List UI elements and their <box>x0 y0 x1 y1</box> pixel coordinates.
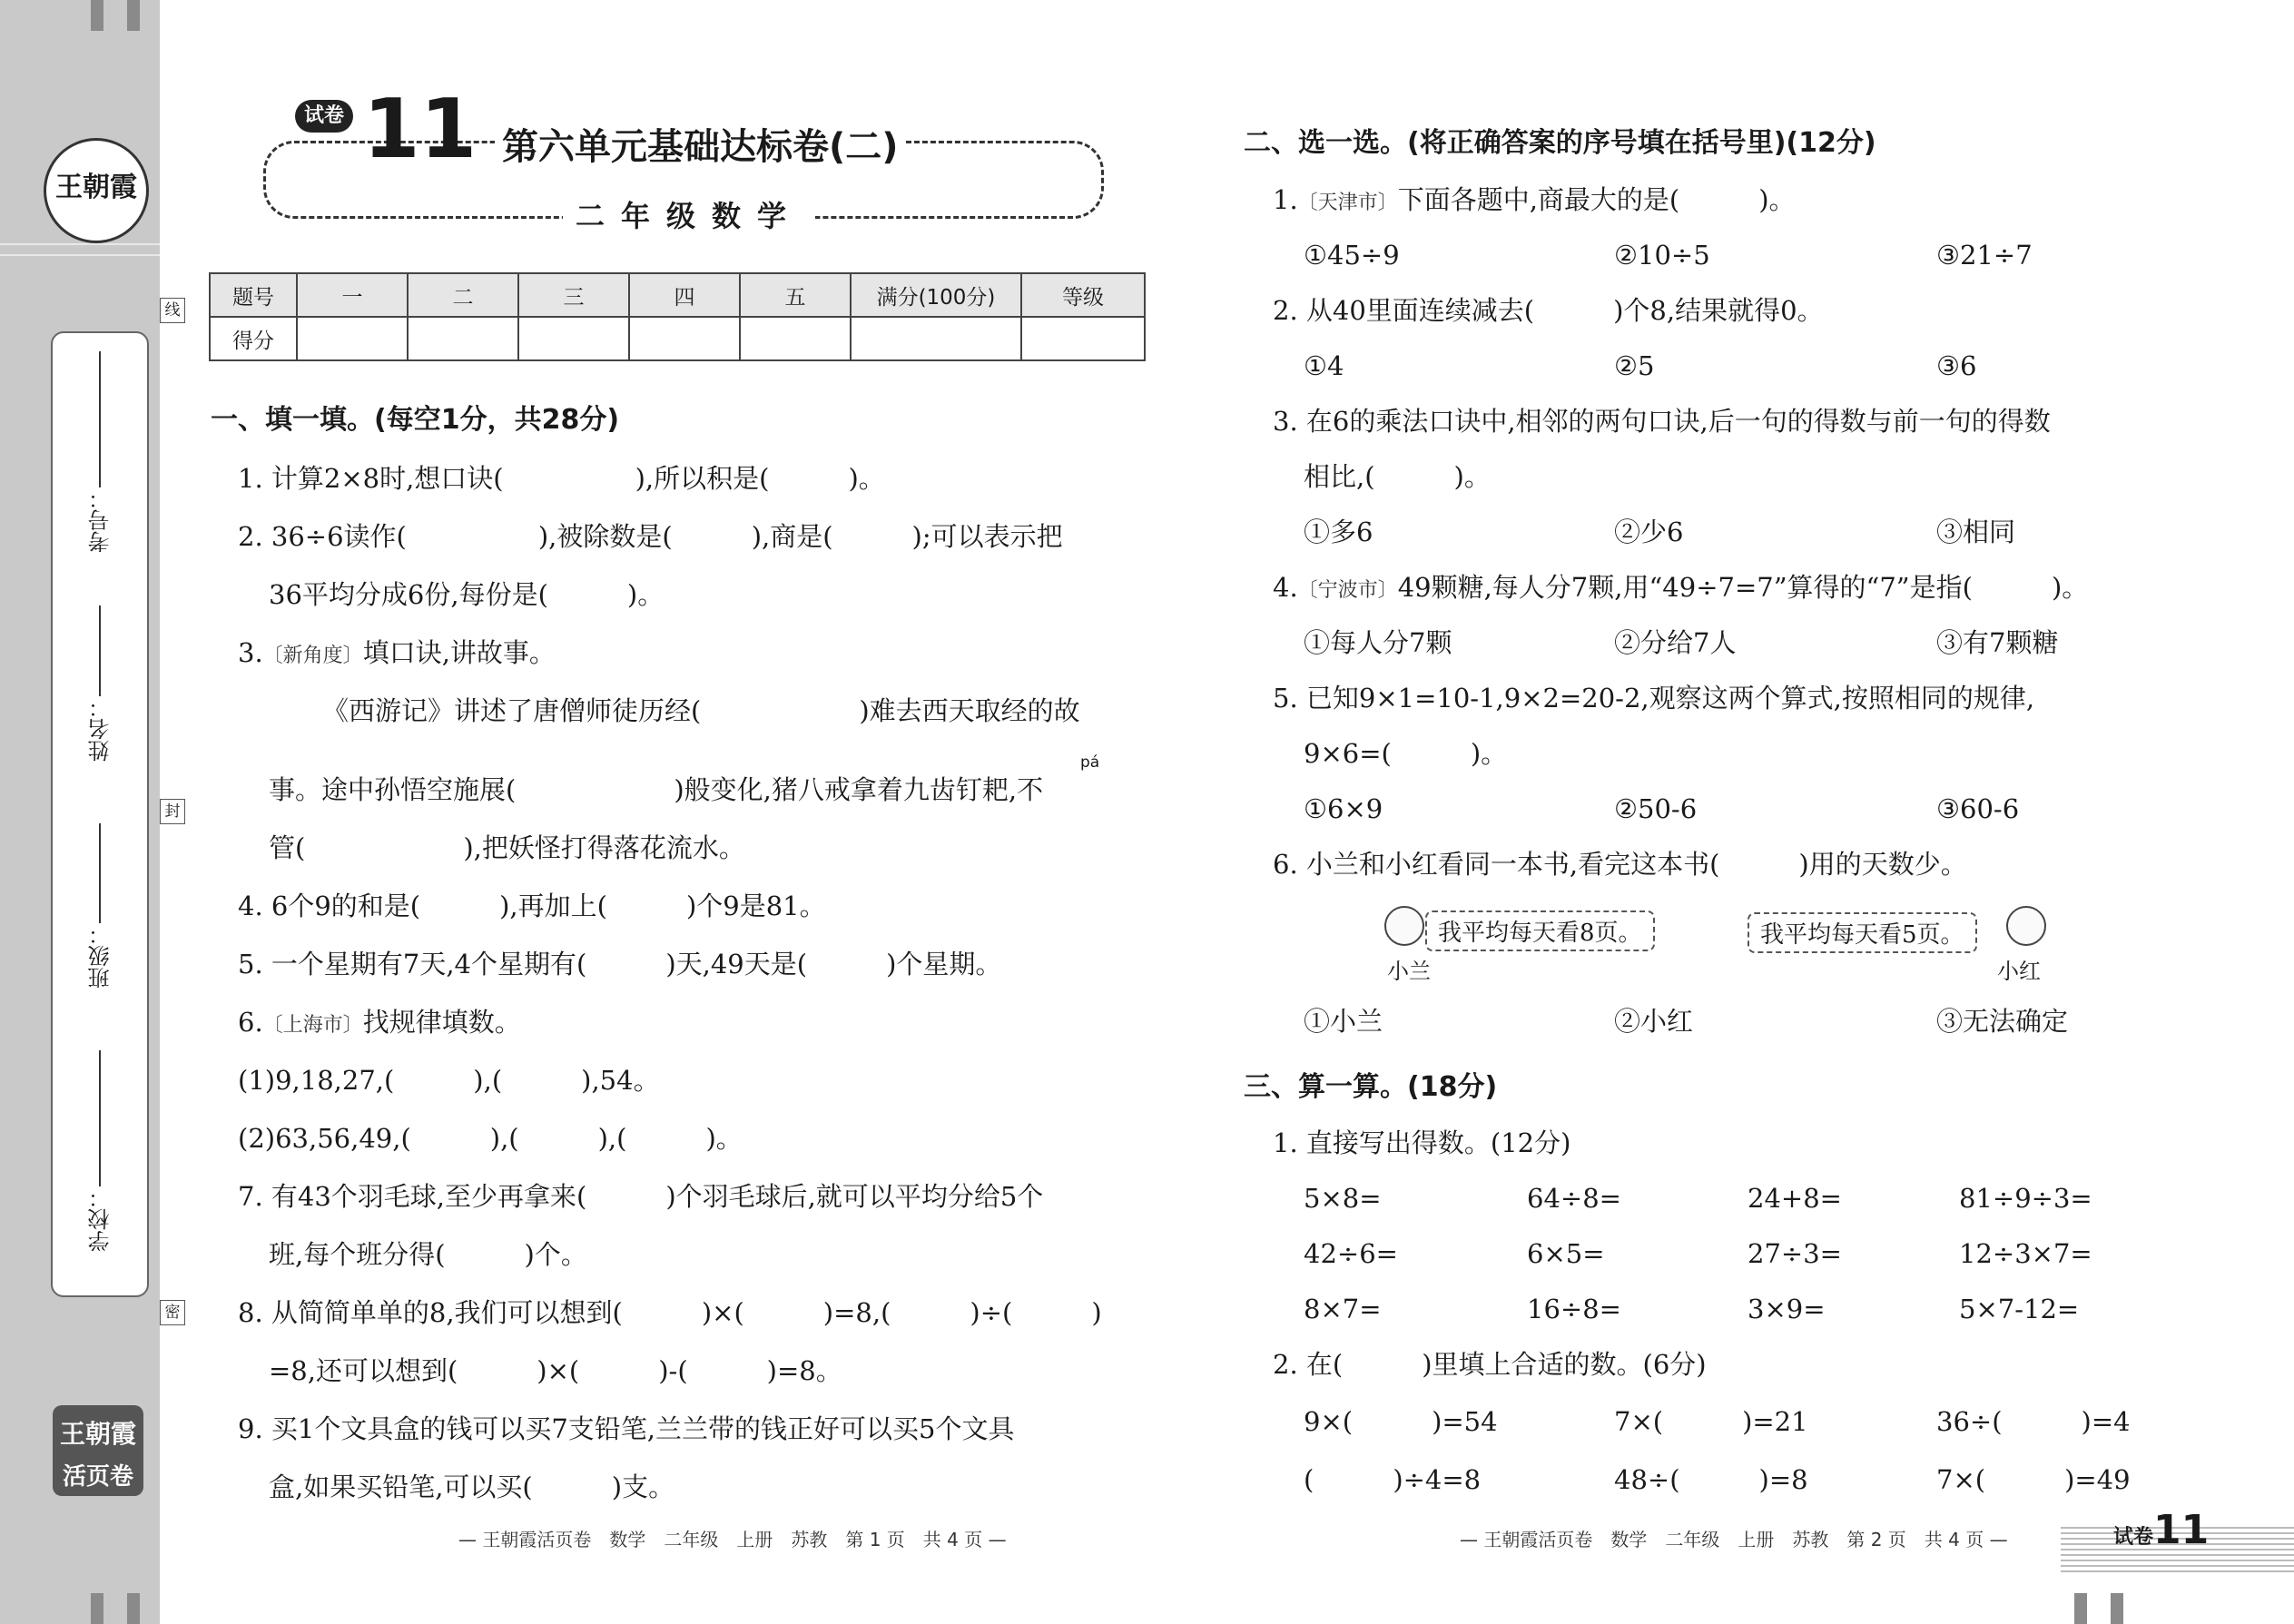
question-text: (2)63,56,49,( ),( ),( )。 <box>238 1123 743 1154</box>
table-cell: 题号 <box>210 273 297 317</box>
binding-mark: 封 <box>160 799 185 824</box>
girl-illustration <box>2006 906 2046 946</box>
question-text: 2. 从40里面连续减去( )个8,结果就得0。 <box>1273 295 1824 326</box>
section-heading: 二、选一选。(将正确答案的序号填在括号里)(12分) <box>1244 127 1876 159</box>
brand-line1: 王朝霞 <box>59 1419 136 1449</box>
option: ①6×9 <box>1304 793 1383 824</box>
fill-item: 7×( )=49 <box>1936 1464 2131 1495</box>
school-field[interactable] <box>53 1050 147 1252</box>
calc-item: 24+8= <box>1748 1183 1842 1214</box>
question-text: 1. 计算2×8时,想口诀( ),所以积是( )。 <box>238 463 885 494</box>
question-text: 盒,如果买铅笔,可以买( )支。 <box>269 1471 675 1502</box>
question-line <box>238 635 556 674</box>
calc-item: 5×8= <box>1304 1183 1382 1214</box>
question-text: 9×6=( )。 <box>1304 738 1508 769</box>
table-cell: 四 <box>629 273 740 317</box>
student-info-box <box>51 331 149 1297</box>
option: ②少6 <box>1614 517 1684 547</box>
binding-mark: 密 <box>160 1300 185 1325</box>
paper-number: 11 <box>363 82 478 177</box>
option: ①4 <box>1304 350 1344 381</box>
name-field[interactable] <box>53 605 147 762</box>
fill-item: 7×( )=21 <box>1614 1406 1808 1437</box>
option: ③60-6 <box>1936 793 2020 824</box>
question-text: 2. 36÷6读作( ),被除数是( ),商是( );可以表示把 <box>238 521 1063 552</box>
table-cell: 得分 <box>210 317 297 360</box>
bar <box>2074 1593 2087 1624</box>
question-text: 《西游记》讲述了唐僧师徒历经( )难去西天取经的故 <box>322 695 1080 726</box>
question-text: 6. 小兰和小红看同一本书,看完这本书( )用的天数少。 <box>1273 849 1967 880</box>
calc-item: 8×7= <box>1304 1294 1382 1324</box>
table-row <box>210 317 1145 360</box>
question-number: 1. <box>1273 184 1298 215</box>
brand-line2: 活页卷 <box>62 1463 133 1491</box>
bottom-bars <box>91 1593 145 1624</box>
pinyin-annotation: pá <box>1080 753 1100 772</box>
option: ①每人分7颗 <box>1304 627 1452 658</box>
option: ②10÷5 <box>1614 240 1710 271</box>
brand-box <box>53 1405 143 1496</box>
brand-logo: 王朝霞 <box>44 138 149 243</box>
question-number: 4. <box>1273 572 1298 603</box>
source-tag: 〔上海市〕 <box>262 1014 363 1037</box>
character-name: 小兰 <box>1387 959 1431 984</box>
question-text: 7. 有43个羽毛球,至少再拿来( )个羽毛球后,就可以平均分给5个 <box>238 1181 1044 1212</box>
source-tag: 〔天津市〕 <box>1297 192 1398 214</box>
question-text: 2. 在( )里填上合适的数。(6分) <box>1273 1349 1707 1380</box>
fill-item: 36÷( )=4 <box>1936 1406 2131 1437</box>
question-text: 相比,( )。 <box>1304 461 1491 492</box>
page-footer: — 王朝霞活页卷 数学 二年级 上册 苏教 第 1 页 共 4 页 — <box>458 1529 1007 1550</box>
question-number: 3. <box>238 637 263 668</box>
score-table <box>209 272 1146 361</box>
question-text: 填口诀,讲故事。 <box>362 637 556 668</box>
calc-item: 42÷6= <box>1304 1238 1398 1269</box>
field-label: 班级： <box>87 923 113 989</box>
exam-number-field[interactable] <box>53 351 147 553</box>
score-cell[interactable] <box>1021 317 1145 360</box>
option: ①小兰 <box>1304 1006 1383 1037</box>
calc-item: 5×7-12= <box>1959 1294 2080 1324</box>
option: ②小红 <box>1614 1006 1694 1037</box>
question-text: 5. 一个星期有7天,4个星期有( )天,49天是( )个星期。 <box>238 949 1002 979</box>
question-text: =8,还可以想到( )×( )-( )=8。 <box>269 1355 842 1386</box>
question-text: 49颗糖,每人分7颗,用“49÷7=7”算得的“7”是指( )。 <box>1397 572 2089 603</box>
fill-item: 9×( )=54 <box>1304 1406 1498 1437</box>
table-cell: 二 <box>408 273 518 317</box>
question-line <box>1273 182 1796 221</box>
option: ②5 <box>1614 350 1655 381</box>
bar <box>127 0 140 31</box>
calc-item: 64÷8= <box>1527 1183 1621 1214</box>
question-text: 班,每个班分得( )个。 <box>269 1239 587 1270</box>
question-text: 36平均分成6份,每份是( )。 <box>269 579 665 610</box>
question-text: 管( ),把妖怪打得落花流水。 <box>269 832 745 863</box>
paper-badge: 试卷 <box>295 100 353 133</box>
calc-item: 6×5= <box>1527 1238 1605 1269</box>
question-text: 8. 从简简单单的8,我们可以想到( )×( )=8,( )÷( ) <box>238 1297 1102 1328</box>
speech-bubble: 我平均每天看8页。 <box>1425 910 1655 951</box>
question-line <box>1273 569 2088 609</box>
bar <box>91 1593 103 1624</box>
wave-line <box>0 243 160 245</box>
option: ①多6 <box>1304 517 1373 547</box>
table-cell: 五 <box>740 273 851 317</box>
table-cell: 一 <box>297 273 408 317</box>
character-name: 小红 <box>1997 959 2041 984</box>
bar <box>2111 1593 2123 1624</box>
write-line[interactable] <box>99 605 101 696</box>
question-text: 事。途中孙悟空施展( )般变化,猪八戒拿着九齿钉耙,不 <box>269 774 1044 805</box>
table-row <box>210 273 1145 317</box>
write-line[interactable] <box>99 351 101 487</box>
source-tag: 〔新角度〕 <box>262 645 363 667</box>
question-text: 9. 买1个文具盒的钱可以买7支铅笔,兰兰带的钱正好可以买5个文具 <box>238 1413 1015 1444</box>
option: ②分给7人 <box>1614 627 1737 658</box>
write-line[interactable] <box>99 823 101 923</box>
page-badge <box>2113 1507 2209 1553</box>
calc-item: 12÷3×7= <box>1959 1238 2092 1269</box>
score-cell[interactable] <box>297 317 408 360</box>
girl-illustration <box>1384 906 1424 946</box>
question-text: 下面各题中,商最大的是( )。 <box>1397 184 1796 215</box>
page-badge-number: 11 <box>2153 1507 2210 1553</box>
calc-item: 27÷3= <box>1748 1238 1842 1269</box>
score-cell[interactable] <box>408 317 518 360</box>
bar <box>91 0 103 31</box>
question-line <box>238 1004 521 1044</box>
bar <box>127 1593 140 1624</box>
option: ①45÷9 <box>1304 240 1400 271</box>
field-label: 考号： <box>87 487 113 553</box>
score-cell[interactable] <box>851 317 1021 360</box>
field-label: 姓名： <box>87 696 113 762</box>
score-cell[interactable] <box>518 317 629 360</box>
question-text: 4. 6个9的和是( ),再加上( )个9是81。 <box>238 891 826 921</box>
question-text: 1. 直接写出得数。(12分) <box>1273 1127 1571 1158</box>
class-field[interactable] <box>53 823 147 989</box>
score-cell[interactable] <box>629 317 740 360</box>
option: ②50-6 <box>1614 793 1698 824</box>
source-tag: 〔宁波市〕 <box>1297 579 1398 602</box>
table-cell: 等级 <box>1021 273 1145 317</box>
fill-item: 48÷( )=8 <box>1614 1464 1808 1495</box>
calc-item: 3×9= <box>1748 1294 1826 1324</box>
speech-bubble: 我平均每天看5页。 <box>1748 912 1977 953</box>
page-badge-label: 试卷 <box>2113 1526 2154 1549</box>
option: ③相同 <box>1936 517 2016 547</box>
field-label: 学校： <box>87 1186 113 1252</box>
question-text: 5. 已知9×1=10-1,9×2=20-2,观察这两个算式,按照相同的规律, <box>1273 683 2035 714</box>
calc-item: 81÷9÷3= <box>1959 1183 2092 1214</box>
table-cell: 满分(100分) <box>851 273 1021 317</box>
page-subtitle: 二年级数学 <box>563 193 815 235</box>
page-footer: — 王朝霞活页卷 数学 二年级 上册 苏教 第 2 页 共 4 页 — <box>1460 1529 2008 1550</box>
question-text: (1)9,18,27,( ),( ),54。 <box>238 1065 660 1096</box>
question-text: 3. 在6的乘法口诀中,相邻的两句口诀,后一句的得数与前一句的得数 <box>1273 406 2051 437</box>
write-line[interactable] <box>99 1050 101 1186</box>
score-cell[interactable] <box>740 317 851 360</box>
option: ③有7颗糖 <box>1936 627 2059 658</box>
question-text: 找规律填数。 <box>362 1007 521 1038</box>
option: ③无法确定 <box>1936 1006 2069 1037</box>
section-heading: 三、算一算。(18分) <box>1244 1071 1498 1103</box>
table-cell: 三 <box>518 273 629 317</box>
section-heading: 一、填一填。(每空1分，共28分) <box>211 404 620 436</box>
calc-item: 16÷8= <box>1527 1294 1621 1324</box>
wave-line <box>0 254 160 256</box>
top-bars <box>91 0 145 31</box>
option: ③6 <box>1936 350 1977 381</box>
binding-mark: 线 <box>160 298 185 323</box>
option: ③21÷7 <box>1936 240 2033 271</box>
fill-item: ( )÷4=8 <box>1304 1464 1482 1495</box>
page-title: 第六单元基础达标卷(二) <box>495 118 906 170</box>
question-number: 6. <box>238 1007 263 1038</box>
